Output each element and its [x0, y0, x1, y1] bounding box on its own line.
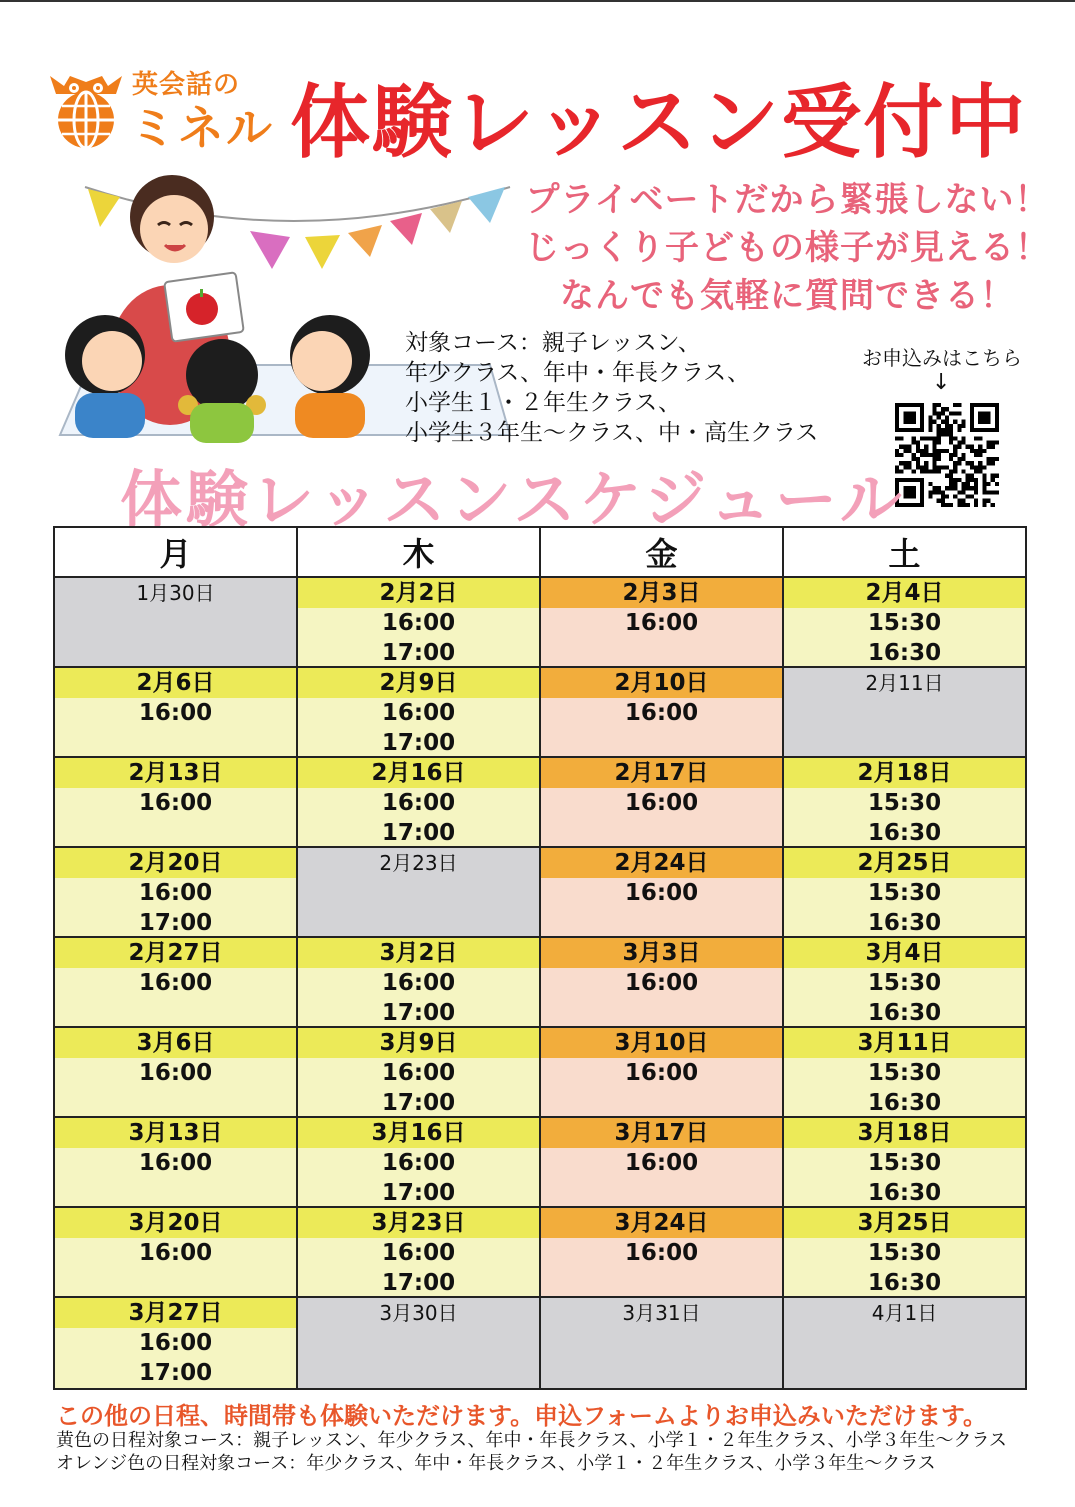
qr-code[interactable]: [893, 403, 1001, 507]
lesson-time: 15:30: [867, 880, 942, 906]
yellow-course-note: 黄色の日程対象コース：親子レッスン、年少クラス、年中・年長クラス、小学１・２年生クラス、小学３年生〜クラス: [56, 1430, 1007, 1451]
lesson-date: 2月24日: [541, 848, 782, 878]
lesson-time: 16:30: [867, 640, 942, 666]
day-header: 土: [784, 528, 1025, 578]
lesson-date: 3月4日: [784, 938, 1025, 968]
schedule-title: 体験レッスンスケジュール: [120, 463, 906, 536]
lesson-date: 3月2日: [298, 938, 539, 968]
lesson-date: 3月11日: [784, 1028, 1025, 1058]
lesson-date: 3月16日: [298, 1118, 539, 1148]
lesson-date: 2月6日: [55, 668, 296, 698]
schedule-cell: [298, 938, 541, 1028]
target-courses: [405, 328, 818, 448]
lesson-date: 2月17日: [541, 758, 782, 788]
lesson-date: 3月20日: [55, 1208, 296, 1238]
lesson-time: 16:00: [624, 1240, 699, 1266]
lesson-date: 3月13日: [55, 1118, 296, 1148]
lesson-date: 3月17日: [541, 1118, 782, 1148]
lesson-date: 1月30日: [136, 581, 215, 605]
slogan-line: じっくり子どもの様子が見える！: [525, 228, 1050, 268]
lesson-date: 2月10日: [541, 668, 782, 698]
page-title: 体験レッスン受付中: [290, 76, 1028, 169]
slogan-line: なんでも気軽に質問できる！: [560, 276, 1015, 316]
lesson-date: 2月27日: [55, 938, 296, 968]
lesson-time: 16:00: [624, 1150, 699, 1176]
lesson-time: 15:30: [867, 1240, 942, 1266]
schedule-cell: [298, 1028, 541, 1118]
slogan-line: プライベートだから緊張しない！: [525, 180, 1050, 220]
lesson-time: 17:00: [381, 1180, 456, 1206]
lesson-time: 16:00: [138, 970, 213, 996]
schedule-cell: [55, 1208, 298, 1298]
lesson-date: 3月18日: [784, 1118, 1025, 1148]
lesson-date: 2月11日: [865, 671, 944, 695]
lesson-time: 16:00: [138, 1060, 213, 1086]
schedule-cell: [55, 668, 298, 758]
day-header: 月: [55, 528, 298, 578]
lesson-date: 4月1日: [871, 1301, 938, 1325]
lesson-time: 17:00: [381, 1000, 456, 1026]
lesson-time: 17:00: [381, 1090, 456, 1116]
lesson-date: 2月16日: [298, 758, 539, 788]
lesson-time: 16:30: [867, 820, 942, 846]
schedule-grid: [55, 528, 1025, 1388]
lesson-date: 2月23日: [379, 851, 458, 875]
schedule-cell: [784, 938, 1025, 1028]
lesson-time: 16:00: [381, 1150, 456, 1176]
lesson-time: 17:00: [381, 1270, 456, 1296]
schedule-cell: [541, 668, 784, 758]
lesson-date: 3月24日: [541, 1208, 782, 1238]
lesson-time: 16:30: [867, 1090, 942, 1116]
lesson-time: 17:00: [381, 820, 456, 846]
lesson-time: 16:30: [867, 1180, 942, 1206]
other-dates-note: この他の日程、時間帯も体験いただけます。申込フォームよりお申込みいただけます。: [56, 1402, 987, 1430]
arrow-down-icon: ↓: [932, 370, 951, 395]
schedule-cell: [298, 1298, 541, 1388]
lesson-date: 2月20日: [55, 848, 296, 878]
schedule-cell: [541, 578, 784, 668]
lesson-time: 16:00: [381, 970, 456, 996]
lesson-time: 16:00: [624, 880, 699, 906]
lesson-date: 3月3日: [541, 938, 782, 968]
schedule-cell: [784, 758, 1025, 848]
slogans: [520, 176, 1055, 320]
schedule-cell: [55, 1118, 298, 1208]
lesson-date: 2月3日: [541, 578, 782, 608]
lesson-time: 17:00: [381, 640, 456, 666]
lesson-time: 16:00: [138, 790, 213, 816]
lesson-time: 15:30: [867, 1060, 942, 1086]
schedule-cell: [784, 1208, 1025, 1298]
apply-label: お申込みはこちら: [862, 346, 1022, 370]
lesson-time: 17:00: [381, 730, 456, 756]
schedule-cell: [298, 1118, 541, 1208]
course-line: 年少クラス、年中・年長クラス、: [405, 360, 750, 386]
schedule-cell: [784, 1028, 1025, 1118]
lesson-time: 16:00: [138, 880, 213, 906]
lesson-date: 3月25日: [784, 1208, 1025, 1238]
schedule-cell: [298, 578, 541, 668]
schedule-cell: [55, 848, 298, 938]
lesson-time: 15:30: [867, 1150, 942, 1176]
schedule-cell: [55, 1028, 298, 1118]
lesson-time: 16:00: [138, 1150, 213, 1176]
schedule-cell: [298, 848, 541, 938]
lesson-date: 3月31日: [622, 1301, 701, 1325]
lesson-time: 16:00: [381, 1240, 456, 1266]
owl-globe-icon: [42, 62, 130, 152]
course-line: 小学生３年生〜クラス、中・高生クラス: [405, 420, 819, 446]
lesson-time: 16:00: [624, 790, 699, 816]
lesson-time: 16:00: [624, 1060, 699, 1086]
day-header: 金: [541, 528, 784, 578]
lesson-time: 15:30: [867, 610, 942, 636]
lesson-time: 16:00: [624, 610, 699, 636]
schedule-cell: [55, 578, 298, 668]
lesson-date: 3月9日: [298, 1028, 539, 1058]
lesson-time: 16:30: [867, 1000, 942, 1026]
schedule-cell: [784, 1118, 1025, 1208]
schedule-cell: [55, 938, 298, 1028]
schedule-cell: [541, 758, 784, 848]
schedule-cell: [541, 848, 784, 938]
top-border: [0, 0, 1075, 2]
lesson-time: 16:00: [624, 700, 699, 726]
lesson-time: 17:00: [138, 1360, 213, 1386]
lesson-time: 15:30: [867, 790, 942, 816]
schedule-cell: [55, 758, 298, 848]
lesson-time: 16:00: [381, 790, 456, 816]
schedule-cell: [541, 1028, 784, 1118]
lesson-time: 16:00: [381, 1060, 456, 1086]
schedule-cell: [784, 1298, 1025, 1388]
day-header: 木: [298, 528, 541, 578]
schedule-cell: [298, 758, 541, 848]
lesson-date: 2月25日: [784, 848, 1025, 878]
schedule-cell: [541, 1208, 784, 1298]
logo-small-text: 英会話の: [132, 70, 241, 100]
schedule-cell: [784, 668, 1025, 758]
lesson-time: 16:00: [138, 1240, 213, 1266]
schedule-table: [53, 526, 1027, 1390]
lesson-date: 2月4日: [784, 578, 1025, 608]
schedule-cell: [298, 668, 541, 758]
logo: [42, 62, 292, 155]
lesson-time: 16:00: [138, 1330, 213, 1356]
lesson-date: 2月13日: [55, 758, 296, 788]
course-line: 小学生１・２年生クラス、: [405, 390, 681, 416]
logo-brand-name: ミネル: [130, 101, 274, 155]
lesson-time: 16:00: [381, 610, 456, 636]
lesson-time: 15:30: [867, 970, 942, 996]
lesson-date: 2月9日: [298, 668, 539, 698]
lesson-time: 16:30: [867, 910, 942, 936]
lesson-date: 3月27日: [55, 1298, 296, 1328]
lesson-date: 2月2日: [298, 578, 539, 608]
lesson-time: 16:00: [381, 700, 456, 726]
lesson-date: 2月18日: [784, 758, 1025, 788]
schedule-cell: [541, 1118, 784, 1208]
orange-course-note: オレンジ色の日程対象コース：年少クラス、年中・年長クラス、小学１・２年生クラス、小学３年生〜クラス: [56, 1453, 936, 1474]
schedule-cell: [55, 1298, 298, 1388]
lesson-date: 3月6日: [55, 1028, 296, 1058]
schedule-cell: [784, 578, 1025, 668]
course-line: 対象コース：親子レッスン、: [405, 330, 701, 356]
lesson-time: 16:00: [624, 970, 699, 996]
lesson-date: 3月23日: [298, 1208, 539, 1238]
schedule-cell: [298, 1208, 541, 1298]
lesson-date: 3月30日: [379, 1301, 458, 1325]
schedule-cell: [541, 1298, 784, 1388]
schedule-cell: [784, 848, 1025, 938]
lesson-time: 16:00: [138, 700, 213, 726]
lesson-time: 17:00: [138, 910, 213, 936]
lesson-date: 3月10日: [541, 1028, 782, 1058]
schedule-cell: [541, 938, 784, 1028]
lesson-time: 16:30: [867, 1270, 942, 1296]
